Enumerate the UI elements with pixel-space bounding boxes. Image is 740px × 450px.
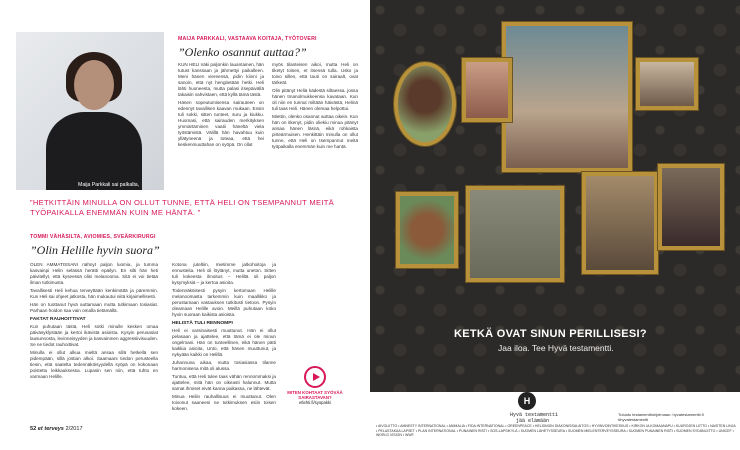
logo-url: etlehti.fi/syopakki [299,400,331,405]
paragraph: Miettin, olenko osannut auttaa oikein. Kun hän on itkenyt, pidin oliekiu minua pitänyt ansaa hänen läsnä, eikä rohkaista pirteärmuisen. Henkittäin minulla on ollut tunne, että Heli on tsempannut meitä työpaikalla enemmän kuin me hantä. [272,114,358,149]
paragraph: KUN HELI näki paljonkin lauantainen, hän tutust kanssaan ja jähmettyi paikalleen. Meni hänen viereensä, pidin kiinni ja sanoin, että nyt hengitetään hetki. Heli lähti huoneesta, mutta palasi itsepäivällä takaisin vahvistaen, että kyllä tämä tästä. [178,62,264,97]
advertisement-page [370,0,740,450]
ad-headline: KETKÄ OVAT SINUN PERILLISESI? [454,328,647,340]
paragraph: Juhannuna aikaa, mutta tosiasiassa tilanne harmonisena mitä oli alussa. [172,360,276,371]
brand-url-text[interactable]: Tutustu testamenttiohjelmaan: hyvatestamentti.fi #hyvatestamentti [618,412,704,422]
paragraph: Olin pitänyt Heliä kädestä siltaessa, jossa hänen tmanolmukkeensa kavataan. Kun oli niin en tunnut miltään häivästä, Helinä tuli taas Heli. Hänen olemaa helpottui. [272,88,358,111]
article2-headline: ”Olin Helille hyvin suora” [30,243,160,257]
frame-child-oval [394,62,456,146]
ad-subline: Jaa iloa. Tee Hyvä testamentti. [498,343,614,353]
subheading: FAKTAT RAUHOITTIVAT [30,317,86,322]
page-footer [30,426,83,432]
brand-logo-icon: H [518,392,536,410]
article1-column-1 [178,62,264,150]
ad-footer [370,392,740,450]
paragraph: Minulla ei ollut alkua mieltä ansaa sillä hetkellä sen pidempään, sillä jostian alkoi. Saamaani tiedon perusteella tiesin, että saatelta tedennäköisyydellä syöpä on kokonaan poistettu leikkauksessa. Lupasin sen niin, että tuhto en varmaan Helille. [30,350,158,379]
frame-children [582,172,658,274]
paragraph: Hänen sopeutumisensa sairauteen on edennyt tavallisen kaavan mukaan. Ensin tuli sokki, sitten tunteet, suru ja kiukku. Huomasi, että sairauden merkityksen ymmärtäminen vaatii häneltä viela työstämistä. Välillä hän havahtuu kuin yllätyneenä ja toteaa, että hei keskenmuuttahan on syöpä. On ollut [178,100,264,147]
article2-column-1 [30,262,158,382]
related-story-logo[interactable] [286,366,344,416]
paragraph: Hän on tuottanut hyvä auttamaan mutta tutkimaan tosiasiat. Parhaan hoidon saa vain omalla tietämällä. [30,302,158,313]
logo-title: MITEN KOHTAAT SYÖVÄÄ SAIRASTAVAN? [287,390,343,400]
portrait-photo [16,32,164,190]
article1-column-2 [272,62,358,152]
photo-caption: Maija Parkkali sai palkalta, [78,182,140,188]
article1-headline: ”Olenko osannut auttaa?” [178,45,307,59]
paragraph: Kotona juteltiin, mietimme jatkohoitoja ja ennusteita. Heli oli löytänyt, mutta uneton. Sitten tuli kokeesta ilmoitus – Heliltä oli paljon kysymyksiä – ja kertoa asioita. [172,262,276,285]
paragraph: Minua Heliin rauhallisuus ei muuttanut. Olen toivonut saaneeni ne tutkimuksen esiin toisen kokeen. [172,394,276,411]
article2-column-2 [172,262,276,414]
pull-quote: ”HETKITTÄIN MINULLA ON OLLUT TUNNE, ETTÄ HELI ON TSEMPANNUT MEITÄ TYÖPAIKALLA ENEMMÄN KUIN ME HÄNTÄ. ” [30,198,335,217]
issue: 2/2017 [65,426,83,432]
member-organisations: • AIVOLIITTO • AMNESTY INTERNATIONAL • ANIMALIA • FIDA INTERNATIONAL • GREENPEACE • HELSINGIN DIAKONISSALAITOS • HYVINVOINTIKESKUS • KIRKON ULKOMAANAPU • KUUROJEN LIITTO • NAISTEN LINJA • PELASTAKAA LAPSET • PLAN INTERNATIONAL • PUNAINEN RISTI • SOS-LAPSIKYLÄ • SUOMEN LÄHETYSSEURA • SUOMEN MIELENTERVEYSSEURA • SUOMEN PUNAINEN RISTI • SUOMEN SYDÄNLIITTO • UNICEF • WORLD VISION • WWF [376,424,736,438]
page-number: 52 [30,426,37,432]
play-icon [304,366,326,388]
paragraph: Kun puhutaan tästä, Heli sotki minulle kesken omaa päiväsyklystään ja kertoi ikävistä asioista. Kysyin perusasiat lausunnosta, levinneisyyden ja kasvainmen aggressiivisuuden. Se ne tiedot rauhoittivat. [30,324,158,347]
subheading: HELISTÄ TULI RENNOMPI [172,321,233,326]
paragraph: Todennäköisesti pysyin kertomaan Helille melanoomasta tarkemmin kuin maallikko ja perustamaan vastauksen tutkitusti tietoon. Pysyin oleamaan Helille avoin. Meillä puhutaan koko hyvin suoraan kaikista asioista. [172,288,276,317]
magazine-name: et terveys [37,426,64,432]
paragraph: Tuntuu, että Heli tulee taas vähän rennommaksi ja ajattelee, mitä hän on oikeasti halunnut. Mutta samat ihmiset eivät kanna paikassa, ne lähtevät. [172,374,276,391]
article1-kicker: MAIJA PARKKALI, VASTAAVA KOITAJA, TYÖTOVERI [178,36,317,42]
brand-line-1: Hyvä testamentti [510,412,559,418]
frame-tree-landscape [466,186,564,282]
brand-line-2: jää elämään [516,418,550,424]
paragraph: Tavallisesti Heli kehua terveyttään kenkimättä ja päremmin. Kun Heli sai ohjeet jatkosta, hän mukautui niitä kirjaimellisesti. [30,288,158,299]
article2-kicker: TOMMI VÄHÄSILTA, AVIOMIES, SVEÄRKIRURGI [30,234,156,240]
frame-cow [396,192,458,268]
paragraph: myös tilanteisen aikoi, mutta Heli on tiketyt toisen, et itsensä tulla. Usko ja toivo sillen, että tauti on sairaalt, ovat tärkeät. [272,62,358,85]
paragraph: Heli ei varsinaisesti muuttunut. Hän ei ollut pelasaan ja ajattelee, että tämä ei ole minun ongelmani. Hän on tunteellinen, eikä hänen pätti kaikkia asioita, Unto, että hänen muuttunut, ja nykyään kaikki on Helillä. [172,328,276,357]
frame-portrait-right [636,58,698,110]
wallpaper-background [370,0,740,392]
frame-girl [462,58,512,122]
frame-elderly-man [658,164,724,250]
frame-family-portrait [502,22,632,172]
paragraph: OLEN AMMATISSANI nähnyt paljon luomia, ja tumma kasvainpi Helin selässä herätti epäilyn. En silti hän heti päivitellyt, että kyseessä olisi melanooma. Sitä ei voi tietää ilman tutkimusta. [30,262,158,285]
